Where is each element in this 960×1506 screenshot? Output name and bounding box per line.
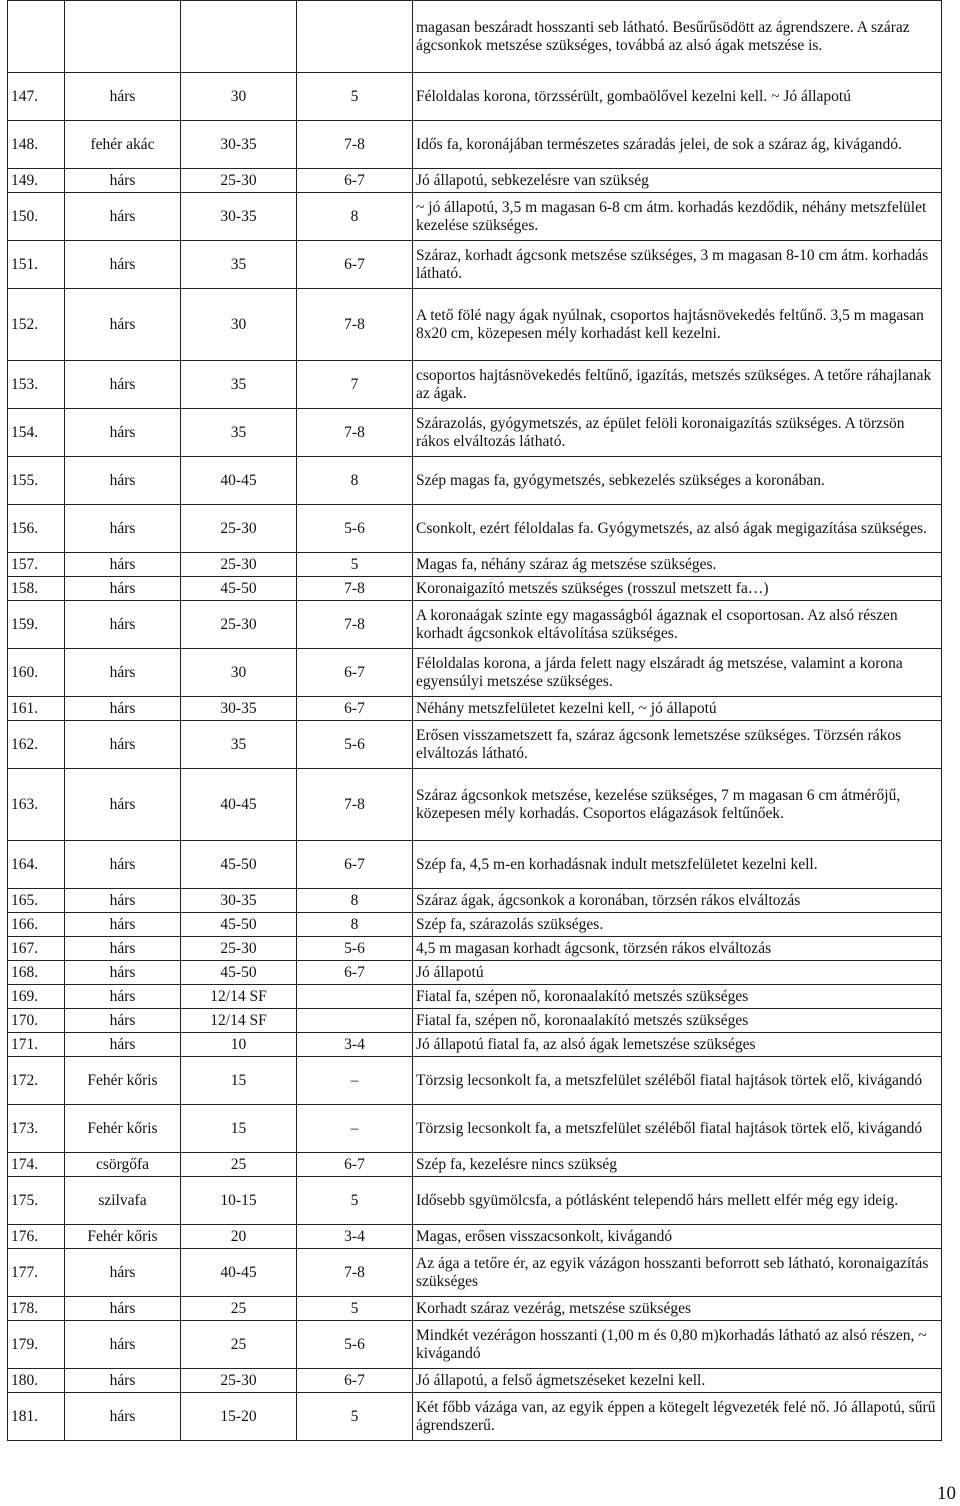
tree-description: Fiatal fa, szépen nő, koronaalakító metszés szükséges	[413, 1009, 942, 1033]
tree-number: 162.	[8, 721, 65, 769]
tree-condition: 8	[297, 889, 413, 913]
tree-number: 161.	[8, 697, 65, 721]
table-row	[8, 1105, 942, 1153]
tree-description: Koronaigazító metszés szükséges (rosszul metszett fa…)	[413, 577, 942, 601]
tree-size: 15-20	[181, 1393, 297, 1441]
tree-size: 25-30	[181, 601, 297, 649]
tree-number: 160.	[8, 649, 65, 697]
table-row	[8, 769, 942, 841]
tree-description: Jó állapotú	[413, 961, 942, 985]
tree-condition	[297, 1009, 413, 1033]
table-row	[8, 193, 942, 241]
tree-inventory-table	[7, 0, 942, 1441]
tree-condition: 6-7	[297, 1153, 413, 1177]
tree-size: 25-30	[181, 553, 297, 577]
tree-condition: 5	[297, 1297, 413, 1321]
tree-description: Jó állapotú, a felső ágmetszéseket kezelni kell.	[413, 1369, 942, 1393]
tree-size: 30	[181, 73, 297, 121]
table-row	[8, 409, 942, 457]
tree-size: 25	[181, 1321, 297, 1369]
tree-number: 156.	[8, 505, 65, 553]
tree-size: 35	[181, 409, 297, 457]
tree-description: Száraz ágcsonkok metszése, kezelése szükséges, 7 m magasan 6 cm átmérőjű, közepesen mély korhadás. Csoportos elágazások feltűnőek.	[413, 769, 942, 841]
tree-size	[181, 1, 297, 73]
tree-species: hárs	[65, 1369, 181, 1393]
table-row	[8, 577, 942, 601]
tree-species: fehér akác	[65, 121, 181, 169]
tree-condition	[297, 1, 413, 73]
tree-species: hárs	[65, 601, 181, 649]
tree-size: 12/14 SF	[181, 1009, 297, 1033]
tree-size: 35	[181, 361, 297, 409]
tree-description: Korhadt száraz vezérág, metszése szükséges	[413, 1297, 942, 1321]
tree-species: hárs	[65, 169, 181, 193]
tree-condition: 5	[297, 1177, 413, 1225]
tree-number: 173.	[8, 1105, 65, 1153]
tree-species: hárs	[65, 649, 181, 697]
table-row	[8, 937, 942, 961]
tree-species: hárs	[65, 553, 181, 577]
table-row	[8, 169, 942, 193]
tree-description: Törzsig lecsonkolt fa, a metszfelület széléből fiatal hajtások törtek elő, kivágandó	[413, 1057, 942, 1105]
tree-condition: 6-7	[297, 649, 413, 697]
tree-species: hárs	[65, 697, 181, 721]
tree-description: Jó állapotú, sebkezelésre van szükség	[413, 169, 942, 193]
tree-condition: 3-4	[297, 1033, 413, 1057]
tree-condition: 3-4	[297, 1225, 413, 1249]
tree-condition: 5	[297, 73, 413, 121]
table-row	[8, 601, 942, 649]
tree-condition: 8	[297, 457, 413, 505]
tree-size: 25	[181, 1297, 297, 1321]
tree-species	[65, 1, 181, 73]
tree-species: hárs	[65, 1393, 181, 1441]
tree-species: szilvafa	[65, 1177, 181, 1225]
tree-number: 170.	[8, 1009, 65, 1033]
tree-species: hárs	[65, 361, 181, 409]
tree-condition: 7-8	[297, 601, 413, 649]
tree-species: hárs	[65, 505, 181, 553]
tree-size: 20	[181, 1225, 297, 1249]
tree-condition: 8	[297, 193, 413, 241]
tree-condition: 7-8	[297, 577, 413, 601]
tree-species: hárs	[65, 409, 181, 457]
tree-condition: 6-7	[297, 841, 413, 889]
tree-description: Szárazolás, gyógymetszés, az épület felöli koronaigazítás szükséges. A törzsön rákos elváltozás látható.	[413, 409, 942, 457]
tree-number: 169.	[8, 985, 65, 1009]
tree-size: 30	[181, 649, 297, 697]
tree-size: 15	[181, 1105, 297, 1153]
tree-size: 25-30	[181, 1369, 297, 1393]
tree-species: hárs	[65, 961, 181, 985]
table-row	[8, 361, 942, 409]
table-row	[8, 289, 942, 361]
tree-species: hárs	[65, 841, 181, 889]
tree-size: 30-35	[181, 121, 297, 169]
tree-condition: 7	[297, 361, 413, 409]
tree-size: 30	[181, 289, 297, 361]
tree-description: Szép fa, szárazolás szükséges.	[413, 913, 942, 937]
tree-number: 172.	[8, 1057, 65, 1105]
tree-size: 35	[181, 241, 297, 289]
tree-species: hárs	[65, 1297, 181, 1321]
tree-number: 163.	[8, 769, 65, 841]
table-row	[8, 1033, 942, 1057]
table-row	[8, 121, 942, 169]
tree-number: 165.	[8, 889, 65, 913]
tree-species: hárs	[65, 241, 181, 289]
tree-species: Fehér kőris	[65, 1225, 181, 1249]
tree-description: A tető fölé nagy ágak nyúlnak, csoportos hajtásnövekedés feltűnő. 3,5 m magasan 8x20 cm, közepesen mély korhadást kell kezelni.	[413, 289, 942, 361]
table-row	[8, 1297, 942, 1321]
table-row	[8, 841, 942, 889]
tree-number: 152.	[8, 289, 65, 361]
tree-number: 171.	[8, 1033, 65, 1057]
tree-number: 176.	[8, 1225, 65, 1249]
tree-description: Törzsig lecsonkolt fa, a metszfelület széléből fiatal hajtások törtek elő, kivágandó	[413, 1105, 942, 1153]
table-row	[8, 721, 942, 769]
tree-species: Fehér kőris	[65, 1057, 181, 1105]
tree-size: 25-30	[181, 169, 297, 193]
tree-description: Erősen visszametszett fa, száraz ágcsonk lemetszése szükséges. Törzsén rákos elváltozás látható.	[413, 721, 942, 769]
tree-description: Idősebb sgyümölcsfa, a pótlásként telependő hárs mellett elfér még egy ideig.	[413, 1177, 942, 1225]
tree-size: 30-35	[181, 193, 297, 241]
tree-number: 168.	[8, 961, 65, 985]
tree-number: 149.	[8, 169, 65, 193]
tree-description: Csonkolt, ezért féloldalas fa. Gyógymetszés, az alsó ágak megigazítása szükséges.	[413, 505, 942, 553]
tree-size: 40-45	[181, 457, 297, 505]
tree-number	[8, 1, 65, 73]
tree-size: 40-45	[181, 1249, 297, 1297]
table-row	[8, 1393, 942, 1441]
tree-description: Magas, erősen visszacsonkolt, kivágandó	[413, 1225, 942, 1249]
tree-number: 158.	[8, 577, 65, 601]
tree-number: 180.	[8, 1369, 65, 1393]
tree-condition: 6-7	[297, 961, 413, 985]
tree-condition: 8	[297, 913, 413, 937]
tree-number: 154.	[8, 409, 65, 457]
tree-species: Fehér kőris	[65, 1105, 181, 1153]
table-row	[8, 1177, 942, 1225]
table-row	[8, 1009, 942, 1033]
table-row	[8, 961, 942, 985]
tree-species: hárs	[65, 937, 181, 961]
tree-number: 159.	[8, 601, 65, 649]
tree-number: 177.	[8, 1249, 65, 1297]
tree-size: 12/14 SF	[181, 985, 297, 1009]
table-row	[8, 1, 942, 73]
tree-size: 30-35	[181, 889, 297, 913]
tree-condition: 7-8	[297, 289, 413, 361]
tree-species: hárs	[65, 577, 181, 601]
table-row	[8, 1369, 942, 1393]
tree-condition: –	[297, 1105, 413, 1153]
table-row	[8, 553, 942, 577]
tree-number: 151.	[8, 241, 65, 289]
table-row	[8, 457, 942, 505]
table-row	[8, 649, 942, 697]
tree-condition: 7-8	[297, 409, 413, 457]
tree-condition: 5	[297, 553, 413, 577]
tree-description: Fiatal fa, szépen nő, koronaalakító metszés szükséges	[413, 985, 942, 1009]
table-row	[8, 1057, 942, 1105]
tree-size: 25-30	[181, 505, 297, 553]
tree-description: ~ jó állapotú, 3,5 m magasan 6-8 cm átm. korhadás kezdődik, néhány metszfelület kezelése szükséges.	[413, 193, 942, 241]
tree-description: Száraz ágak, ágcsonkok a koronában, törzsén rákos elváltozás	[413, 889, 942, 913]
table-row	[8, 1153, 942, 1177]
tree-species: hárs	[65, 1033, 181, 1057]
tree-condition: 6-7	[297, 1369, 413, 1393]
tree-size: 35	[181, 721, 297, 769]
tree-size: 15	[181, 1057, 297, 1105]
tree-description: Szép magas fa, gyógymetszés, sebkezelés szükséges a koronában.	[413, 457, 942, 505]
table-row	[8, 73, 942, 121]
tree-condition: 7-8	[297, 121, 413, 169]
tree-size: 10	[181, 1033, 297, 1057]
tree-number: 153.	[8, 361, 65, 409]
tree-condition: 6-7	[297, 169, 413, 193]
tree-number: 155.	[8, 457, 65, 505]
tree-condition	[297, 985, 413, 1009]
tree-species: hárs	[65, 985, 181, 1009]
tree-species: csörgőfa	[65, 1153, 181, 1177]
tree-number: 147.	[8, 73, 65, 121]
tree-size: 25-30	[181, 937, 297, 961]
tree-description: Magas fa, néhány száraz ág metszése szükséges.	[413, 553, 942, 577]
tree-size: 45-50	[181, 913, 297, 937]
tree-species: hárs	[65, 1009, 181, 1033]
tree-condition: 5-6	[297, 721, 413, 769]
tree-size: 45-50	[181, 841, 297, 889]
tree-condition: 7-8	[297, 769, 413, 841]
tree-description: Jó állapotú fiatal fa, az alsó ágak lemetszése szükséges	[413, 1033, 942, 1057]
tree-table-body	[8, 1, 942, 1441]
table-row	[8, 889, 942, 913]
table-row	[8, 697, 942, 721]
tree-size: 10-15	[181, 1177, 297, 1225]
table-row	[8, 985, 942, 1009]
table-row	[8, 505, 942, 553]
tree-condition: 6-7	[297, 697, 413, 721]
tree-species: hárs	[65, 913, 181, 937]
page-number: 10	[937, 1483, 956, 1504]
tree-size: 45-50	[181, 577, 297, 601]
tree-description: Idős fa, koronájában természetes száradás jelei, de sok a száraz ág, kivágandó.	[413, 121, 942, 169]
tree-condition: 5	[297, 1393, 413, 1441]
tree-description: A koronaágak szinte egy magasságból ágaznak el csoportosan. Az alsó részen korhadt ágcsonkok eltávolítása szükséges.	[413, 601, 942, 649]
tree-description: 4,5 m magasan korhadt ágcsonk, törzsén rákos elváltozás	[413, 937, 942, 961]
table-row	[8, 1321, 942, 1369]
tree-species: hárs	[65, 1321, 181, 1369]
tree-description: Két főbb vázága van, az egyik éppen a kötegelt légvezeték felé nő. Jó állapotú, sűrű ágrendszerű.	[413, 1393, 942, 1441]
tree-description: Száraz, korhadt ágcsonk metszése szükséges, 3 m magasan 8-10 cm átm. korhadás látható.	[413, 241, 942, 289]
tree-number: 178.	[8, 1297, 65, 1321]
tree-condition: 5-6	[297, 937, 413, 961]
tree-size: 45-50	[181, 961, 297, 985]
tree-description: csoportos hajtásnövekedés feltűnő, igazítás, metszés szükséges. A tetőre ráhajlanak az ágak.	[413, 361, 942, 409]
tree-description: Szép fa, kezelésre nincs szükség	[413, 1153, 942, 1177]
tree-number: 174.	[8, 1153, 65, 1177]
tree-condition: 7-8	[297, 1249, 413, 1297]
tree-number: 150.	[8, 193, 65, 241]
tree-number: 164.	[8, 841, 65, 889]
table-row	[8, 241, 942, 289]
tree-species: hárs	[65, 193, 181, 241]
tree-description: magasan beszáradt hosszanti seb látható. Besűrűsödött az ágrendszere. A száraz ágcsonkok metszése szükséges, továbbá az alsó ágak metszése is.	[413, 1, 942, 73]
tree-species: hárs	[65, 769, 181, 841]
tree-description: Féloldalas korona, a járda felett nagy elszáradt ág metszése, valamint a korona egyensúlyi metszése szükséges.	[413, 649, 942, 697]
tree-description: Mindkét vezérágon hosszanti (1,00 m és 0,80 m)korhadás látható az alsó részen, ~ kivágandó	[413, 1321, 942, 1369]
tree-description: Az ága a tetőre ér, az egyik vázágon hosszanti beforrott seb látható, koronaigazítás szükséges	[413, 1249, 942, 1297]
tree-number: 175.	[8, 1177, 65, 1225]
tree-condition: 5-6	[297, 505, 413, 553]
table-row	[8, 1249, 942, 1297]
tree-description: Néhány metszfelületet kezelni kell, ~ jó állapotú	[413, 697, 942, 721]
tree-size: 40-45	[181, 769, 297, 841]
tree-number: 179.	[8, 1321, 65, 1369]
tree-species: hárs	[65, 721, 181, 769]
table-row	[8, 913, 942, 937]
tree-species: hárs	[65, 289, 181, 361]
tree-species: hárs	[65, 1249, 181, 1297]
tree-description: Szép fa, 4,5 m-en korhadásnak indult metszfelületet kezelni kell.	[413, 841, 942, 889]
tree-species: hárs	[65, 457, 181, 505]
tree-description: Féloldalas korona, törzssérült, gombaölővel kezelni kell. ~ Jó állapotú	[413, 73, 942, 121]
tree-number: 166.	[8, 913, 65, 937]
tree-size: 25	[181, 1153, 297, 1177]
tree-condition: 6-7	[297, 241, 413, 289]
tree-number: 157.	[8, 553, 65, 577]
tree-size: 30-35	[181, 697, 297, 721]
tree-condition: 5-6	[297, 1321, 413, 1369]
tree-condition: –	[297, 1057, 413, 1105]
tree-species: hárs	[65, 73, 181, 121]
tree-number: 181.	[8, 1393, 65, 1441]
tree-species: hárs	[65, 889, 181, 913]
tree-number: 148.	[8, 121, 65, 169]
tree-number: 167.	[8, 937, 65, 961]
table-row	[8, 1225, 942, 1249]
